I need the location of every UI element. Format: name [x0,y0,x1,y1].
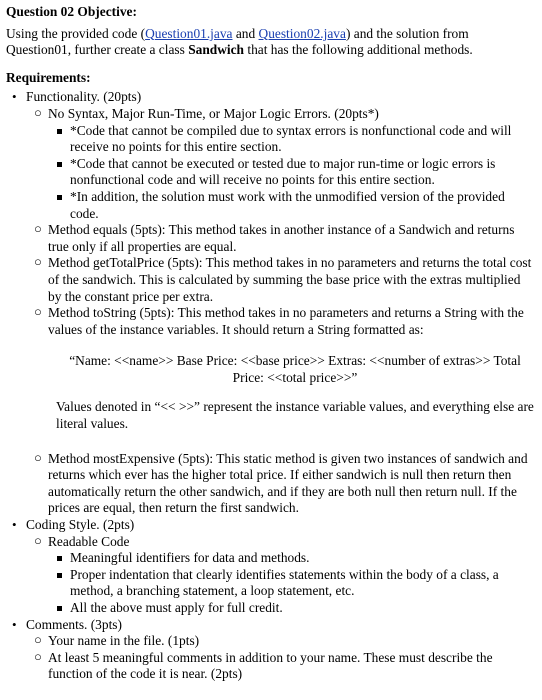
intro-middle: ) and the solution from Question01, further create a class [6,25,469,58]
style-text: Meaningful identifiers for data and methods. [70,550,310,566]
readable-code-list [48,550,534,616]
bullet-square-icon [57,162,62,167]
intro-paragraph [6,26,534,59]
bullet-square-icon [57,606,62,611]
bullet-circle-icon: ○ [34,304,42,320]
style-text: All the above must apply for full credit. [70,600,283,615]
most-expensive-text: Method mostExpensive (5pts): This static method is given two instances of sandwich and returns which ever has the higher total price. If either sandwich is null then return then automatically return the other sandwich, and if they are both null then return null. If the prices are equal, then return the first sandwich. [48,450,528,516]
no-syntax-notes [48,123,534,223]
bullet-disc-icon: • [12,616,17,632]
bullet-square-icon [57,129,62,134]
to-string-item [26,305,534,433]
list-item [48,550,534,567]
readable-code-label: Readable Code [48,533,130,549]
list-item [48,567,534,600]
intro-and: and [232,25,259,41]
equals-text: Method equals (5pts): This method takes in another instance of a Sandwich and returns true only if all properties are equal. [48,222,515,254]
bullet-square-icon [57,573,62,578]
get-total-price-text: Method getTotalPrice (5pts): This method takes in no parameters and returns the total cost of the sandwich. This is calculated by summing the base price with the extras multiplied by the constant price per extra. [48,255,532,304]
list-item [48,600,534,617]
list-item [48,123,534,156]
coding-style-sublist [26,534,534,617]
list-item [26,633,534,650]
most-expensive-item [26,451,534,517]
bullet-square-icon [57,195,62,200]
comments-item [6,617,534,683]
bullet-disc-icon: • [12,89,17,105]
class-name: Sandwich [188,42,245,58]
readable-code-item [26,534,534,617]
comment-text: At least 5 meaningful comments in addition to your name. These must describe the function of the code it is near. (2pts) [48,649,493,682]
requirements-list [6,89,534,683]
note-text: *Code that cannot be executed or tested due to major run-time or logic errors is nonfunctional code and will receive no points for this entire section. [70,155,496,188]
bullet-disc-icon: • [12,517,17,533]
comments-sublist [26,633,534,683]
intro-suffix: that has the following additional methods. [244,42,473,58]
list-item [48,189,534,222]
comment-text: Your name in the file. (1pts) [48,633,200,649]
comments-label: Comments. (3pts) [26,616,122,632]
values-note: Values denoted in “<< >>” represent the instance variable values, and everything else are literal values. [56,399,534,432]
get-total-price-item [26,255,534,305]
bullet-circle-icon: ○ [34,532,42,548]
bullet-square-icon [57,556,62,561]
style-text: Proper indentation that clearly identifies statements within the body of a class, a method, a branching statement, a loop statement, etc. [70,566,499,599]
functionality-label: Functionality. (20pts) [26,89,142,105]
note-text: *In addition, the solution must work with the unmodified version of the provided code. [70,188,505,221]
bullet-circle-icon: ○ [34,254,42,270]
bullet-circle-icon: ○ [34,648,42,664]
no-syntax-item [26,106,534,222]
objective-heading: Question 02 Objective: [6,4,137,19]
coding-style-item [6,517,534,617]
functionality-sublist [26,106,534,517]
equals-item [26,222,534,255]
functionality-item [6,89,534,517]
question02-java-link[interactable]: Question02.java [258,25,346,41]
intro-prefix: Using the provided code ( [6,25,146,41]
format-string: “Name: <<name>> Base Price: <<base price>> Extras: <<number of extras>> Total Price: <<total price>>” [69,353,521,385]
note-text: *Code that cannot be compiled due to syntax errors is nonfunctional code and will receive no points for this entire section. [70,122,512,155]
no-syntax-label: No Syntax, Major Run-Time, or Major Logic Errors. (20pts*) [48,105,379,121]
question01-java-link[interactable]: Question01.java [145,25,233,41]
coding-style-label: Coding Style. (2pts) [26,517,135,533]
requirements-heading: Requirements: [6,69,91,85]
to-string-text: Method toString (5pts): This method takes in no parameters and returns a String with the values of the instance variables. It should return a String formatted as: [48,305,524,337]
bullet-circle-icon: ○ [34,221,42,237]
bullet-circle-icon: ○ [34,104,42,120]
list-item [26,650,534,683]
bullet-circle-icon: ○ [34,449,42,465]
list-item [48,156,534,189]
bullet-circle-icon: ○ [34,632,42,648]
